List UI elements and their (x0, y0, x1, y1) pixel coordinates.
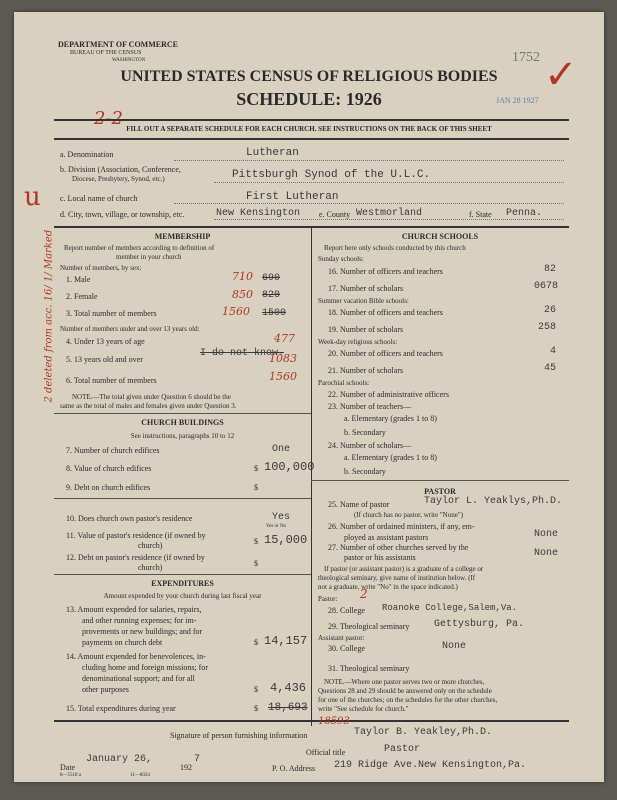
q26-line-2: ployed as assistant pastors (344, 533, 429, 542)
q13-line-1: 13. Amount expended for salaries, repairs, (66, 605, 202, 614)
state-value: Penna. (506, 208, 543, 219)
bureau-name: BUREAU OF THE CENSUS (70, 50, 142, 56)
margin-note: 2 deleted from acc. 16/ 1/ Marked (43, 229, 55, 403)
q28-label: 28. College (328, 606, 365, 615)
q24-secondary: b. Secondary (344, 467, 386, 476)
q20-value: 4 (550, 346, 557, 357)
assistant-label: Assistant pastor: (318, 634, 365, 642)
edifices-value: One (272, 444, 291, 455)
q30-label: 30. College (328, 644, 365, 653)
pastor-hand-mark: 2 (360, 587, 368, 601)
q14-line-3: denominational support; and for all (82, 674, 195, 683)
q21-label: 21. Number of scholars (328, 366, 404, 375)
membership-note-2: same as the total of males and females given under Question 3. (60, 402, 237, 410)
q17-label: 17. Number of scholars (328, 284, 404, 293)
q18-value: 26 (544, 305, 557, 316)
pastor-title: PASTOR (424, 487, 456, 496)
sunday-label: Sunday schools: (318, 255, 364, 263)
male-label: 1. Male (66, 275, 91, 284)
q26-line-1: 26. Number of ordained ministers, if any, em- (328, 522, 475, 531)
year-suffix: 7 (194, 754, 201, 765)
county-value: Westmorland (356, 208, 423, 219)
date-value: January 26, (86, 754, 153, 765)
total-hand: 18593 (318, 716, 350, 727)
q15-value: 18,693 (268, 702, 308, 714)
expenditures-title: EXPENDITURES (151, 579, 214, 588)
margin-initial: u (24, 182, 41, 212)
dollar-sign: $ (254, 483, 258, 492)
male-hand: 710 (232, 270, 253, 283)
dollar-sign: $ (254, 559, 258, 568)
check-mark: ✓ (544, 52, 578, 98)
local-name-value: First Lutheran (246, 191, 339, 203)
parochial-label: Parochial schools: (318, 379, 370, 387)
division-value: Pittsburgh Synod of the U.L.C. (232, 169, 431, 181)
dollar-sign: $ (254, 537, 258, 546)
dollar-sign: $ (254, 685, 258, 694)
age-intro: Number of members under and over 13 years old: (60, 325, 200, 333)
address-label: P. O. Address (272, 764, 316, 773)
schools-sub: Report here only schools conducted by this church (324, 244, 466, 252)
city-label: d. City, town, village, or township, etc. (60, 210, 185, 219)
membership-title: MEMBERSHIP (154, 232, 211, 241)
print-code-1: 8—5518 a (60, 773, 81, 778)
local-name-label: c. Local name of church (60, 194, 138, 203)
form-instruction: FILL OUT A SEPARATE SCHEDULE FOR EACH CHURCH. SEE INSTRUCTIONS ON THE BACK OF THIS SHEET (126, 125, 492, 133)
q27-value: None (534, 548, 559, 559)
q29-value: Gettysburg, Pa. (434, 619, 525, 630)
schedule-title: SCHEDULE: 1926 (236, 89, 382, 109)
census-schedule-page (14, 12, 604, 782)
yes-no-hint: Yes or No (266, 524, 287, 529)
q17-value: 0678 (534, 281, 559, 292)
received-stamp: JAN 28 1927 (496, 96, 539, 105)
dollar-sign: $ (254, 464, 258, 473)
membership-intro-2: member in your church (116, 253, 182, 261)
total-members-hand: 1560 (222, 305, 250, 318)
q14-value: 4,436 (270, 681, 307, 695)
hand-mark: 2-2 (94, 108, 123, 129)
under-13-label: 4. Under 13 years of age (66, 337, 145, 346)
address-value: 219 Ridge Ave.New Kensington,Pa. (334, 760, 527, 771)
q19-value: 258 (538, 322, 557, 333)
city-value: New Kensington (216, 208, 301, 219)
grad-line-2: theological seminary, give name of institution below. (If (318, 574, 476, 582)
own-residence-value: Yes (272, 512, 291, 523)
q16-value: 82 (544, 264, 557, 275)
under-13-hand: 477 (274, 332, 295, 345)
pastor-sub-label: Pastor: (318, 595, 338, 603)
q30-value: None (442, 641, 467, 652)
q20-label: 20. Number of officers and teachers (328, 349, 443, 358)
official-title-value: Pastor (384, 744, 421, 755)
q15-label: 15. Total expenditures during year (66, 704, 176, 713)
total-members-6-hand: 1560 (269, 370, 297, 383)
female-label: 2. Female (66, 292, 98, 301)
residence-debt-label: 12. Debt on pastor's residence (if owned by (66, 553, 205, 562)
q18-label: 18. Number of officers and teachers (328, 308, 443, 317)
total-members-label: 3. Total number of members (66, 309, 157, 318)
q29-label: 29. Theological seminary (328, 622, 410, 631)
denomination-value: Lutheran (246, 147, 299, 159)
q23-label: 23. Number of teachers— (328, 402, 412, 411)
county-label: e. County (319, 210, 351, 219)
q13-value: 14,157 (264, 634, 308, 648)
female-typed: 820 (262, 290, 281, 301)
q27-line-2: pastor or his assistants (344, 553, 416, 562)
q23-secondary: b. Secondary (344, 428, 386, 437)
q19-label: 19. Number of scholars (328, 325, 404, 334)
edifice-value-label: 8. Value of church edifices (66, 464, 152, 473)
q28-value: Roanoke College,Salem,Va. (382, 603, 518, 613)
grad-line-1: If pastor (or assistant pastor) is a graduate of a college or (324, 565, 484, 573)
q21-value: 45 (544, 363, 557, 374)
grad-line-3: not a graduate, write "No" in the space indicated.) (318, 583, 458, 591)
date-label: Date (60, 763, 76, 772)
q24-label: 24. Number of scholars— (328, 441, 412, 450)
dollar-sign: $ (254, 704, 258, 713)
pastor-note-4: write "See schedule for church." (318, 705, 409, 713)
edifice-debt-label: 9. Debt on church edifices (66, 483, 151, 492)
q31-label: 31. Theological seminary (328, 664, 410, 673)
female-hand: 850 (232, 288, 253, 301)
own-residence-label: 10. Does church own pastor's residence (66, 514, 193, 523)
residence-value-label: 11. Value of pastor's residence (if owned by (66, 531, 206, 540)
q23-elementary: a. Elementary (grades 1 to 8) (344, 414, 437, 423)
state-label: f. State (469, 210, 492, 219)
male-typed: 690 (262, 273, 281, 284)
expenditures-sub: Amount expended by your church during last fiscal year (103, 592, 262, 600)
by-sex-label: Number of members, by sex: (60, 264, 142, 272)
pastor-note-3: for one of the churches; on the schedules for the other churches, (318, 696, 498, 704)
pastor-name-hint: (If church has no pastor, write "None") (354, 511, 464, 519)
q13-line-3: provements or new buildings; and for (82, 627, 203, 636)
residence-debt-label-2: church) (138, 563, 163, 572)
summer-label: Summer vacation Bible schools: (318, 297, 409, 305)
residence-value-label-2: church) (138, 541, 163, 550)
q24-elementary: a. Elementary (grades 1 to 8) (344, 453, 437, 462)
pastor-name-value: Taylor L. Yeaklys,Ph.D. (424, 496, 563, 507)
dept-name: DEPARTMENT OF COMMERCE (58, 40, 179, 49)
q16-label: 16. Number of officers and teachers (328, 267, 443, 276)
total-members-6-label: 6. Total number of members (66, 376, 157, 385)
pastor-name-label: 25. Name of pastor (328, 500, 390, 509)
membership-intro-1: Report number of members according to definition of (64, 244, 215, 252)
buildings-title: CHURCH BUILDINGS (141, 418, 224, 427)
buildings-sub: See instructions, paragraphs 10 to 12 (130, 432, 235, 440)
weekday-label: Week-day religious schools: (318, 338, 398, 346)
q14-line-2: cluding home and foreign missions; for (82, 663, 208, 672)
pastor-note-2: Questions 28 and 29 should be answered only on the schedule (318, 687, 492, 695)
over-13-label: 5. 13 years old and over (66, 355, 143, 364)
total-members-typed: 1500 (262, 308, 287, 319)
division-label-2: Diocese, Presbytery, Synod, etc.) (72, 175, 165, 183)
q27-line-1: 27. Number of other churches served by the (328, 543, 469, 552)
year-prefix: 192 (180, 763, 192, 772)
denomination-label: a. Denomination (60, 150, 114, 159)
dollar-sign: $ (254, 638, 258, 647)
q14-line-1: 14. Amount expended for benevolences, in- (66, 652, 206, 661)
q26-value: None (534, 529, 559, 540)
division-label: b. Division (Association, Conference, (60, 165, 181, 174)
q22-label: 22. Number of administrative officers (328, 390, 449, 399)
city-name: WASHINGTON (112, 58, 146, 63)
form-title: UNITED STATES CENSUS OF RELIGIOUS BODIES (120, 68, 498, 85)
q14-line-4: other purposes (82, 685, 129, 694)
signature-value: Taylor B. Yeakley,Ph.D. (354, 727, 493, 738)
residence-value: 15,000 (264, 533, 308, 547)
q13-line-2: and other running expenses; for im- (82, 616, 197, 625)
over-13-hand: 1083 (269, 352, 297, 365)
edifice-value: 100,000 (264, 460, 315, 474)
membership-note-1: NOTE.—The total given under Question 6 should be the (72, 393, 231, 401)
q13-line-4: payments on church debt (82, 638, 163, 647)
print-code-2: 11—8024 (130, 773, 150, 778)
schools-title: CHURCH SCHOOLS (401, 232, 479, 241)
official-title-label: Official title (306, 748, 346, 757)
form-number: 1752 (512, 50, 540, 65)
signature-label: Signature of person furnishing information (170, 731, 308, 740)
edifices-label: 7. Number of church edifices (66, 446, 160, 455)
over-13-typed: I do not know. (200, 348, 285, 359)
pastor-note-1: NOTE.—Where one pastor serves two or more churches, (324, 678, 485, 686)
